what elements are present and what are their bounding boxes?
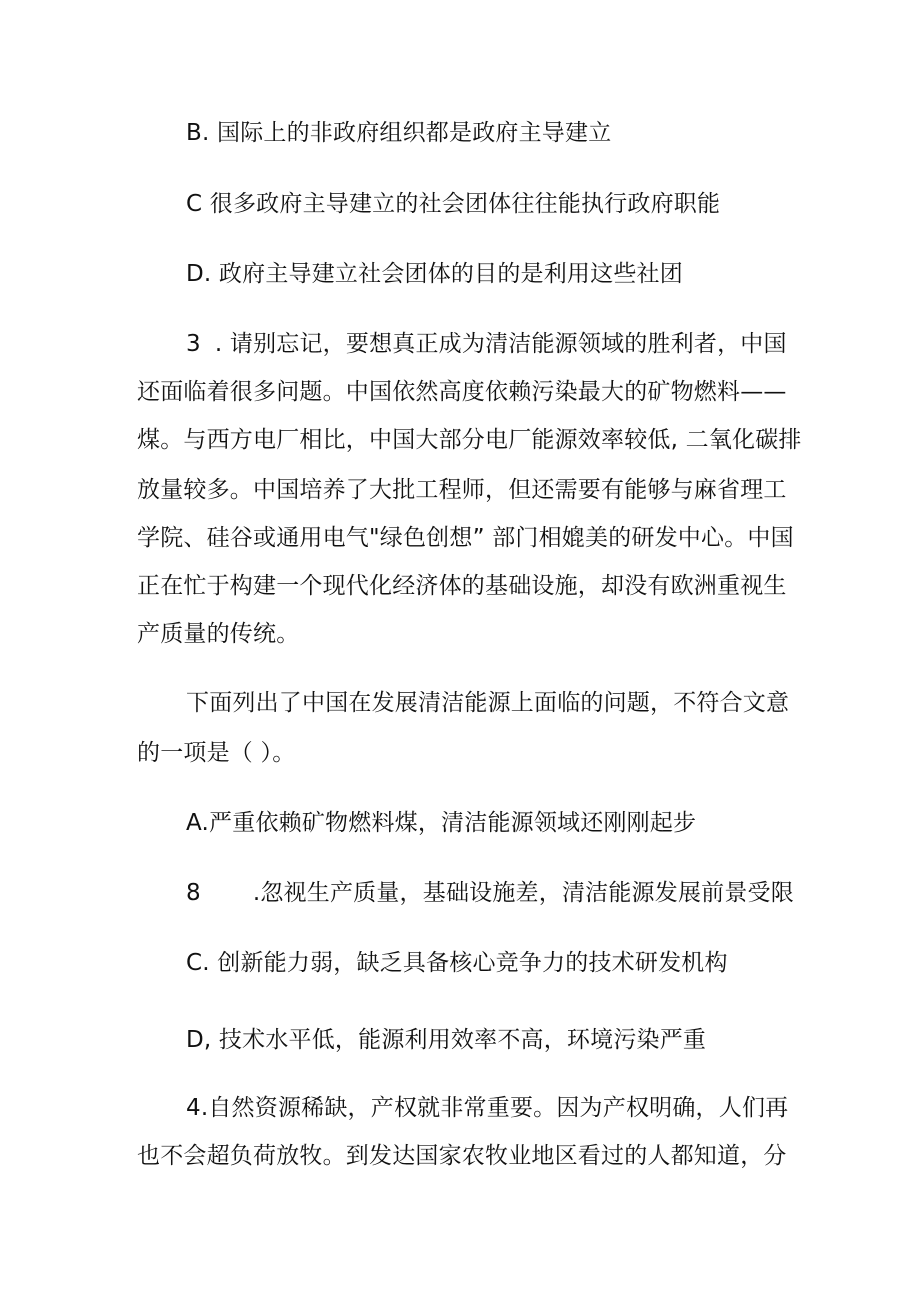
q3-passage-line-1-text: . 请别忘记，要想真正成为清洁能源领域的胜利者，中国 (214, 331, 787, 357)
q2-option-b: B. 国际上的非政府组织都是政府主导建立 (186, 120, 612, 146)
q3-passage-line-6: 正在忙于构建一个现代化经济体的基础设施，却没有欧洲重视生 (137, 573, 787, 599)
q3-option-a: A.严重依赖矿物燃料煤，清洁能源领域还刚刚起步 (186, 810, 697, 836)
q3-option-c: C. 创新能力弱，缺乏具备核心竞争力的技术研发机构 (186, 950, 728, 976)
q3-passage-line-1 (186, 329, 787, 359)
q3-number: 3 (186, 331, 201, 357)
q3-passage-line-3: 煤。与西方电厂相比，中国大部分电厂能源效率较低, 二氧化碳排 (137, 427, 802, 453)
q3-option-b-number: 8 (186, 880, 201, 906)
q3-option-d: D, 技术水平低，能源利用效率不高，环境污染严重 (186, 1027, 707, 1053)
q3-passage-line-4: 放量较多。中国培养了大批工程师，但还需要有能够与麻省理工 (137, 477, 787, 503)
q3-passage-line-5: 学院、硅谷或通用电气"绿色创想” 部门相媲美的研发中心。中国 (137, 525, 794, 551)
q3-prompt-line-2: 的一项是（ ）。 (137, 740, 296, 766)
q3-passage-line-2: 还面临着很多问题。中国依然高度依赖污染最大的矿物燃料—— (137, 379, 787, 405)
q2-option-d: D. 政府主导建立社会团体的目的是利用这些社团 (186, 261, 683, 287)
q3-passage-line-7: 产质量的传统。 (137, 621, 300, 647)
q4-passage-line-1: 4.自然资源稀缺，产权就非常重要。因为产权明确，人们再 (186, 1095, 789, 1121)
q3-option-b (186, 878, 794, 908)
q3-prompt-line-1: 下面列出了中国在发展清洁能源上面临的问题，不符合文意 (186, 690, 790, 716)
q3-option-b-text: .忽视生产质量，基础设施差，清洁能源发展前景受限 (252, 880, 794, 906)
q4-passage-line-2: 也不会超负荷放牧。到发达国家农牧业地区看过的人都知道，分 (137, 1143, 787, 1169)
q2-option-c: C 很多政府主导建立的社会团体往往能执行政府职能 (186, 191, 721, 217)
